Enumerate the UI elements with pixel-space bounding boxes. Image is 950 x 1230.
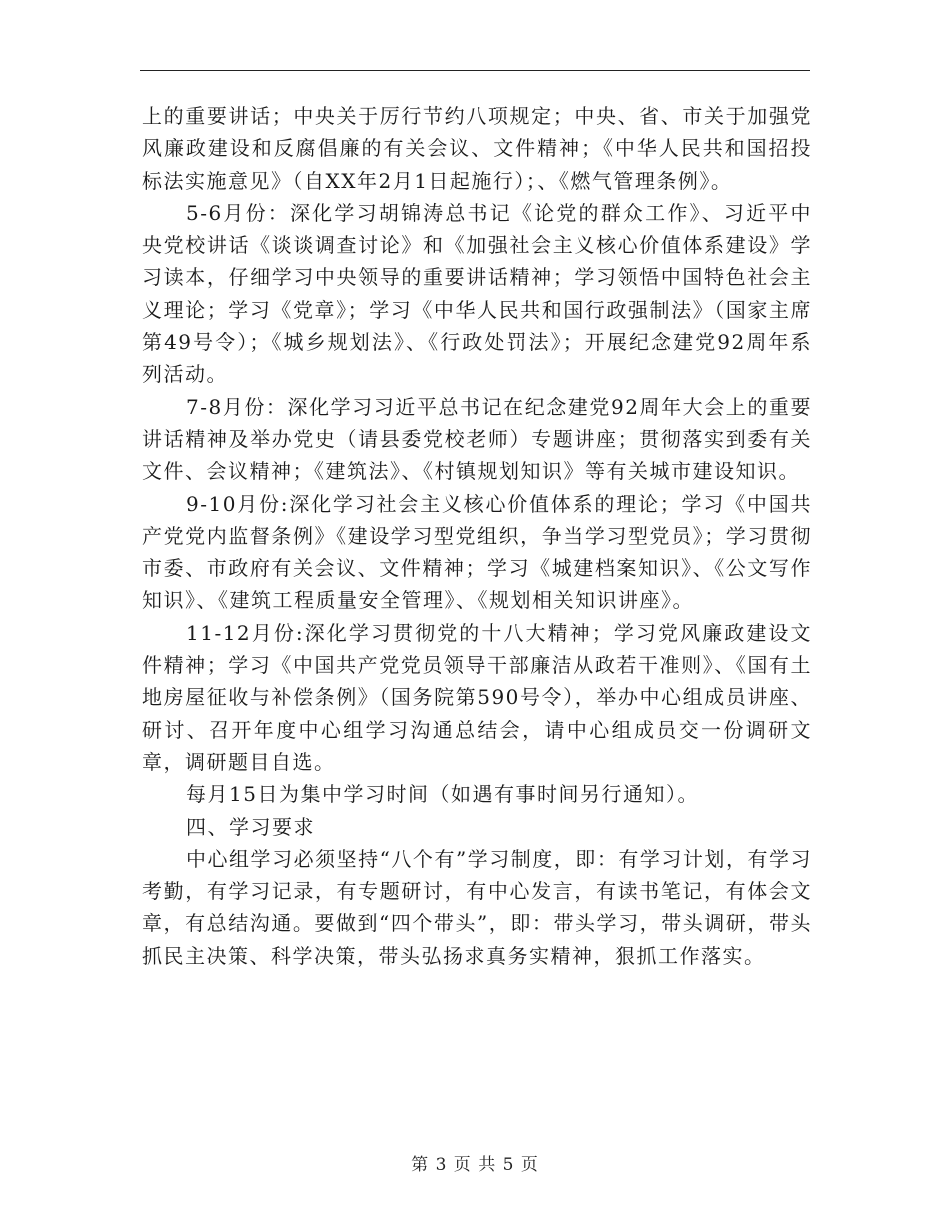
paragraph-monthly-schedule: 每月15日为集中学习时间（如遇有事时间另行通知）。 (186, 782, 699, 807)
paragraph-november-december: 11-12月份:深化学习贯彻党的十八大精神；学习党风廉政建设文件精神；学习《中国共产党党员领导干部廉洁从政若干准则》、《国有土地房屋征收与补偿条例》（国务院第590号令），举办中心组成员讲座、研讨、召开年度中心组学习沟通总结会，请中心组成员交一份调研文章，调研题目自选。 (142, 620, 812, 774)
header-rule (140, 70, 810, 71)
section-heading-requirements: 四、学习要求 (186, 814, 315, 839)
paragraph-continuation: 上的重要讲话；中央关于厉行节约八项规定；中央、省、市关于加强党风廉政建设和反腐倡廉的有关会议、文件精神；《中华人民共和国招投标法实施意见》（自XX年2月1日起施行）；、《燃气管理条例》。 (142, 104, 812, 193)
paragraph-september-october: 9-10月份:深化学习社会主义核心价值体系的理论；学习《中国共产党党内监督条例》《建设学习型党组织，争当学习型党员》；学习贯彻市委、市政府有关会议、文件精神；学习《城建档案知识》、《公文写作知识》、《建筑工程质量安全管理》、《规划相关知识讲座》。 (142, 491, 812, 613)
paragraph-requirements: 中心组学习必须坚持“八个有”学习制度，即：有学习计划，有学习考勤，有学习记录，有专题研讨，有中心发言，有读书笔记，有体会文章，有总结沟通。要做到“四个带头”，即：带头学习，带头调研，带头抓民主决策、科学决策，带头弘扬求真务实精神，狠抓工作落实。 (142, 846, 812, 968)
paragraph-july-august: 7-8月份：深化学习习近平总书记在纪念建党92周年大会上的重要讲话精神及举办党史（请县委党校老师）专题讲座；贯彻落实到委有关文件、会议精神；《建筑法》、《村镇规划知识》等有关城市建设知识。 (142, 394, 812, 484)
page-number-footer: 第 3 页 共 5 页 (411, 1155, 539, 1175)
document-body (142, 100, 812, 972)
paragraph-may-june: 5-6月份：深化学习胡锦涛总书记《论党的群众工作》、习近平中央党校讲话《谈谈调查讨论》和《加强社会主义核心价值体系建设》学习读本，仔细学习中央领导的重要讲话精神；学习领悟中国特色社会主义理论；学习《党章》；学习《中华人民共和国行政强制法》（国家主席第49号令）；《城乡规划法》、《行政处罚法》；开展纪念建党92周年系列活动。 (142, 200, 812, 387)
